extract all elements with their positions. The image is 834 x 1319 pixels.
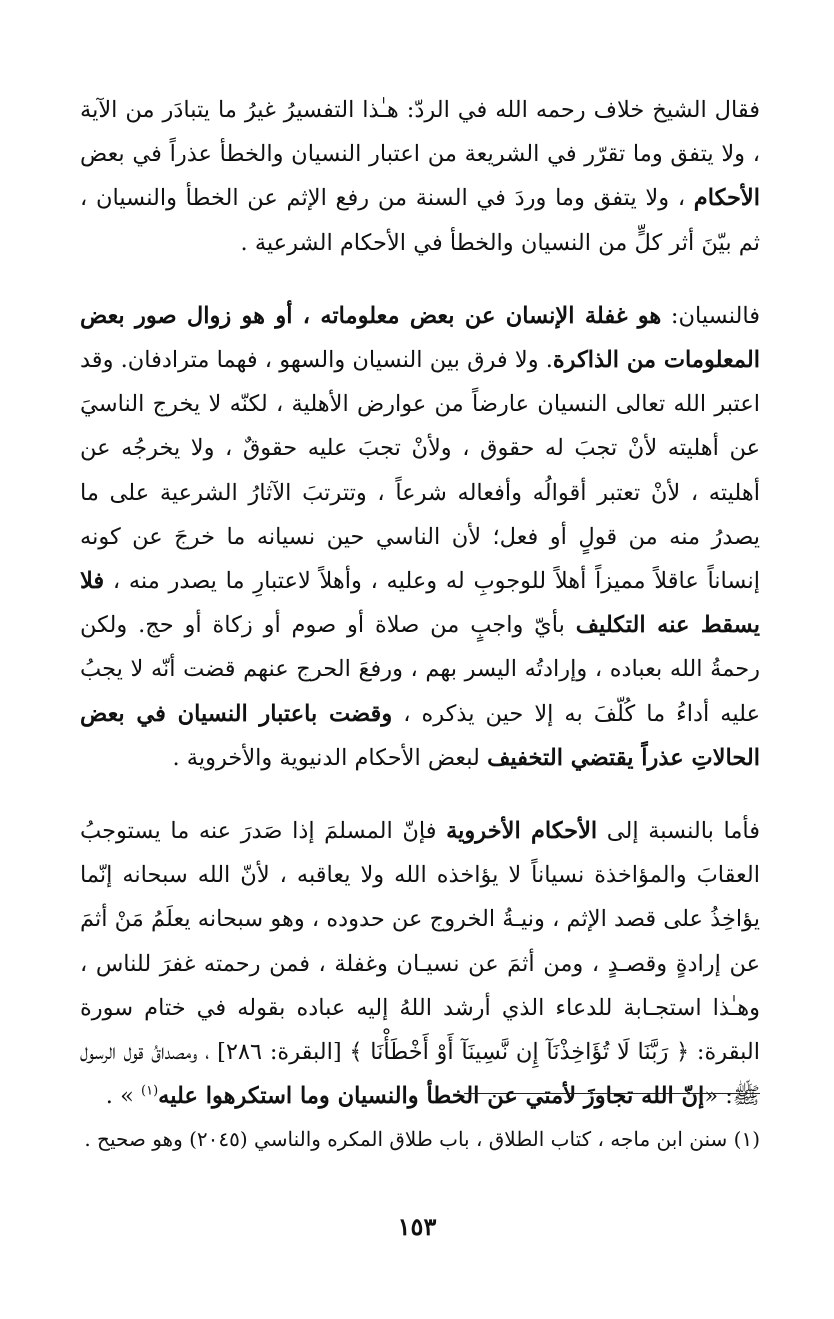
text-run: . ولا فرق بين النسيان والسهو ، فهما مترادفان. وقد اعتبر الله تعالى النسيان عارضاً من عوارض الأهلية ، لكنّه لا يخرج الناسيَ عن أهليته لأنْ تجبَ له حقوق ، ولأنْ تجبَ عليه حقوقٌ ، ولا يخرجُه عن أهليته ، لأنْ تعتبر أقوالُه وأفعاله شرعاً ، وتترتبَ الآثارُ الشرعية على ما يصدرُ منه من قولٍ أو فعل؛ لأن الناسي حين نسيانه ما خرجَ عن كونه إنساناً عاقلاً مميزاً أهلاً للوجوبِ له وعليه ، وأهلاً لاعتبارِ ما يصدر منه ، bbox=[80, 347, 760, 595]
bold-text-run: هو غفلة الإنسان عن بعض معلوماته ، أو هو زوال صور بعض المعلومات من الذاكرة bbox=[80, 302, 760, 374]
footnote-separator bbox=[464, 1093, 760, 1094]
text-run: فأما بالنسبة إلى bbox=[597, 818, 760, 845]
page-number: ١٥٣ bbox=[397, 1212, 437, 1241]
bold-text-run: إنّ الله تجاوزَ لأمتي عن الخطأ والنسيان وما استكرهوا عليه bbox=[158, 1083, 705, 1110]
text-run: ، ولا يتفق وما وردَ في السنة من رفع الإثم عن الخطأ والنسيان ، ثم بيّنَ أثر كلٍّ من النسيان والخطأ في الأحكام الشرعية . bbox=[80, 185, 760, 256]
bold-text-run: الأحكام الأخروية bbox=[446, 818, 598, 845]
text-run: فالنسيان: bbox=[661, 302, 761, 329]
bold-text-run: الأحكام bbox=[693, 185, 760, 212]
paragraph bbox=[80, 88, 760, 265]
bold-text-run: فلا يسقط عنه التكليف bbox=[80, 568, 761, 639]
text-run: لبعض الأحكام الدنيوية والأخروية . bbox=[172, 744, 488, 771]
paragraph bbox=[80, 294, 760, 780]
footnote: (١) سنن ابن ماجه ، كتاب الطلاق ، باب طلاق المكره والناسي (٢٠٤٥) وهو صحيح . bbox=[84, 1127, 760, 1151]
bold-text-run: وقضت باعتبار النسيان في بعض الحالاتِ عذراً يقتضي التخفيف bbox=[80, 700, 760, 771]
text-run: بأيّ واجبٍ من صلاة أو صوم أو زكاة أو حج. ولكن رحمةُ الله بعباده ، وإرادتُه اليسر بهم ، ورفعَ الحرج عنهم قضت أنّه لا يجبُ عليه أداءُ ما كُلّفَ به إلا حين يذكره ، bbox=[80, 612, 760, 727]
main-text-block bbox=[80, 88, 760, 1147]
footnote-marker: (١) bbox=[141, 1083, 159, 1099]
text-run: فإنّ المسلمَ إذا صَدرَ عنه ما يستوجبُ العقابَ والمؤاخذة نسياناً لا يؤاخذه الله ولا يعاقبه ، لأنّ الله سبحانه إنّما يؤاخِذُ على قصد الإثم ، ونيـةُ الخروج عن حدوده ، وهو سبحانه يعلَمُ مَنْ أثمَ عن إرادةٍ وقصـدٍ ، ومن أثمَ عن نسيـان وغفلة ، فمن رحمته غفرَ للناس ، وهـٰذا استجـابة للدعاء الذي أرشد اللهُ إليه عباده بقوله في ختام سورة البقرة: ﴿ رَبَّنَا لَا تُؤَاخِذْنَآ إِن نَّسِينَآ أَوْ أَخْطَأْنَا ﴾ [البقرة: ٢٨٦] ، ومصداقُ قول الرسول ﷺ: « bbox=[80, 818, 760, 1110]
paragraph bbox=[80, 809, 760, 1118]
text-run: فقال الشيخ خلاف رحمه الله في الردّ: هـٰذا التفسيرُ غيرُ ما يتبادَر من الآية ، ولا يتفق وما تقرّر في الشريعة من اعتبار النسيان والخطأ عذراً في بعض bbox=[80, 97, 760, 168]
text-run: » . bbox=[105, 1083, 141, 1110]
